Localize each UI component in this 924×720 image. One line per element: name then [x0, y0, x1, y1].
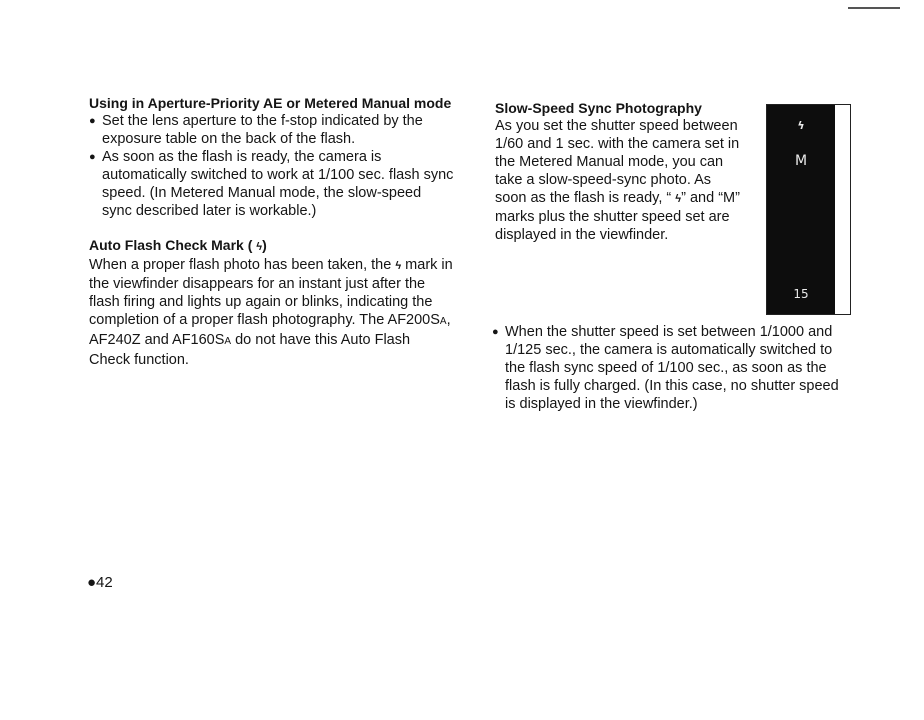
auto-flash-check-paragraph: When a proper flash photo has been taken, the ϟ mark in the viewfinder disappears for an instant just after the flash firing and lights up again or blinks, indicating the completion of a proper flash photography. The AF200SA, AF240Z and AF160SA do not have this Auto Flash Check function. — [89, 257, 453, 368]
aperture-priority-list — [89, 112, 454, 220]
flash-mark-icon: ϟ — [395, 260, 402, 272]
viewfinder-mode: M — [794, 153, 808, 169]
slow-speed-sync-section — [495, 99, 745, 244]
viewfinder-display-strip — [767, 105, 835, 314]
sync-note-list — [492, 323, 842, 413]
viewfinder-shutter-speed: 15 — [793, 287, 809, 301]
auto-flash-check-heading: Auto Flash Check Mark ( ϟ) — [89, 237, 267, 253]
flash-mark-icon: ϟ — [797, 119, 805, 132]
flash-mark-icon: ϟ — [675, 193, 682, 205]
slow-speed-sync-heading: Slow-Speed Sync Photography — [495, 100, 702, 116]
left-column — [89, 94, 454, 369]
sync-note-section — [492, 323, 842, 413]
flash-mark-icon: ϟ — [256, 241, 263, 253]
slow-speed-sync-paragraph: As you set the shutter speed between 1/60 and 1 sec. with the camera set in the Metered Manual mode, you can take a slow-speed-sync photo. As soon as the flash is ready, “ ϟ” and “M” marks plus the shutter speed set are displayed in the viewfinder. — [495, 118, 740, 243]
list-item: ● When the shutter speed is set between 1/1000 and 1/125 sec., the camera is automatically switched to the flash sync speed of 1/100 sec., as soon as the flash is fully charged. (In this case, no shutter speed is displayed in the viewfinder.) — [492, 323, 842, 413]
page-number: ●42 — [87, 574, 113, 591]
top-rule — [848, 7, 900, 9]
viewfinder-illustration — [766, 104, 851, 315]
list-item: ● As soon as the flash is ready, the camera is automatically switched to work at 1/100 sec. flash sync speed. (In Metered Manual mode, the slow-speed sync described later is workable.) — [89, 148, 454, 220]
list-item: ● Set the lens aperture to the f-stop indicated by the exposure table on the back of the flash. — [89, 112, 454, 148]
aperture-priority-heading: Using in Aperture-Priority AE or Metered Manual mode — [89, 95, 452, 111]
